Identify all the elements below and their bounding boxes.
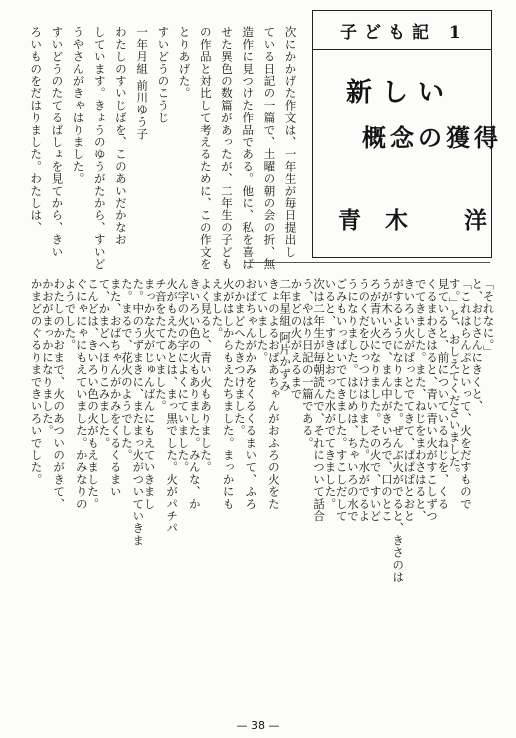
lower-column-36: ぐにゃにゃにもえていました。かみなりの [74,278,89,510]
article-title-line1: 新しい [346,78,455,108]
title-divider [313,49,491,50]
lower-column-34: て、かまどへほりこみました。 [97,278,112,449]
upper-column-2: 造作に見つけた作品である。他に、私を喜ば [241,26,256,270]
lower-column-31: た。中のうずまきに、またまっ火がついていきま [131,278,146,547]
lower-column-38: わたしのかおまで、火のあついのがきて、 [52,278,67,510]
upper-column-9: しています。きょうのゆうがたから、すいど [92,26,107,270]
lower-column-13: ごみもいっぱいでてきました。すこしだして [334,278,349,522]
lower-column-35: こんどは、きいろい色の火がもえました。 [86,278,101,510]
lower-column-29: チ音をたてていました。 [153,278,168,413]
upper-column-11: すいどうのたてるばしょを見てから、きい [50,26,65,258]
page-number: — 38 — [236,719,280,732]
upper-column-8: わたしのすいじばを、このあいだかなお [113,26,128,246]
lower-column-30: まっかな火がじゅんばんにもえていきまし [142,278,157,510]
lower-column-28: 火がもえたあとは、まっ黒でした。火がパチパ [165,278,180,535]
upper-column-12: ろいものをだはりました。わたしは、 [29,26,44,234]
lower-column-15: 次は二年生が毎朝読んで、それについて話合 [312,278,327,522]
upper-column-7: 一年月組 前川ゆう子 [135,26,150,141]
lower-column-22: のかまどへたきつけました。 [232,278,247,437]
lower-column-17: かまどの火がえるまで [289,278,304,400]
upper-column-1: ている日記の一篇で、土曜の朝の会の折、無 [262,26,277,270]
lower-column-12: うになりました。はじめは、ちゃいろの水で [345,278,360,522]
lower-column-33: また、おばちゃんがかみをくるくるまい [108,278,123,498]
lower-column-9: うが木いろで、まん中がきいろで、口のとこ [379,278,394,522]
article-title-line2: 概念の獲得 [362,123,502,152]
author-name: 青木 洋 [338,207,512,234]
lower-column-8: がするようになりました。ぜんぶ火がでると、きさのは [391,278,406,583]
lower-column-40: かまどのぐるりまできいろいでした。 [29,278,44,486]
lower-column-21: おばちゃんがかみをくるくるまいて、ふろ [244,278,259,510]
lower-column-11: うのくだをひっつけはりました。水がでるよ [357,278,372,522]
lower-column-2: 「これはらんぷといって、火をだすもので [458,278,473,510]
lower-column-1: と、おじさんにきくと、 [470,278,485,413]
upper-column-0: 次にかかげた作文は、一年生が毎日提出し [283,26,298,258]
section-divider [244,262,490,263]
lower-column-19: きょのよるおばあちゃんがおふろの火をた [266,278,281,510]
lower-column-18: 二年星組 阿片かずみ [278,278,293,393]
lower-column-37: ようでした。 [63,278,78,352]
lower-column-4: 見ていると、前についているねじを、くる [436,278,451,510]
lower-column-5: くるまわさはると、青い青い火がすこしずつ [425,278,440,522]
lower-column-10: ろが青い火になりました。その火で、すいど [368,278,383,522]
lower-column-20: いていました。 [255,278,270,364]
upper-column-3: せた異色の数篇があったが、二年生の子ども [219,26,234,270]
upper-column-5: とりあげた。 [177,26,192,100]
lower-column-25: よく見ると、青い火もありました。 [199,278,214,474]
lower-column-7: きいろい火がぱっとでてきて、ぱぱぱとおと [402,278,417,522]
lower-column-3: す。」と、おしえてくださいました。 [447,278,462,480]
lower-column-39: かおがまっかになりました。 [40,278,55,437]
lower-column-6: でてきました。また、ねじをまわさはると、 [413,278,428,522]
lower-column-23: 火がはしからもえたちました。まっかにも [221,278,236,510]
lower-column-26: きいろい色の火もありました。みんな、か [187,278,202,510]
upper-column-4: の作品と対比して考えるために、この作文を [198,26,213,270]
lower-column-0: 「それなに。」 [481,278,496,358]
upper-column-10: うやさんがきゃはりました。 [71,26,86,185]
series-label: 子ども記 1 [340,23,468,43]
lower-column-16: う、やはり日記の一篇である。 [300,278,315,449]
lower-column-24: えました。 [210,278,225,339]
upper-column-6: すいどうのこうじ [156,26,171,124]
lower-column-27: ん字の火の字によくにていました。 [176,278,191,474]
lower-column-14: いると、すきとおった水がでてきました。 [323,278,338,510]
lower-column-32: た。まるで、花火のようでした。 [119,278,134,461]
